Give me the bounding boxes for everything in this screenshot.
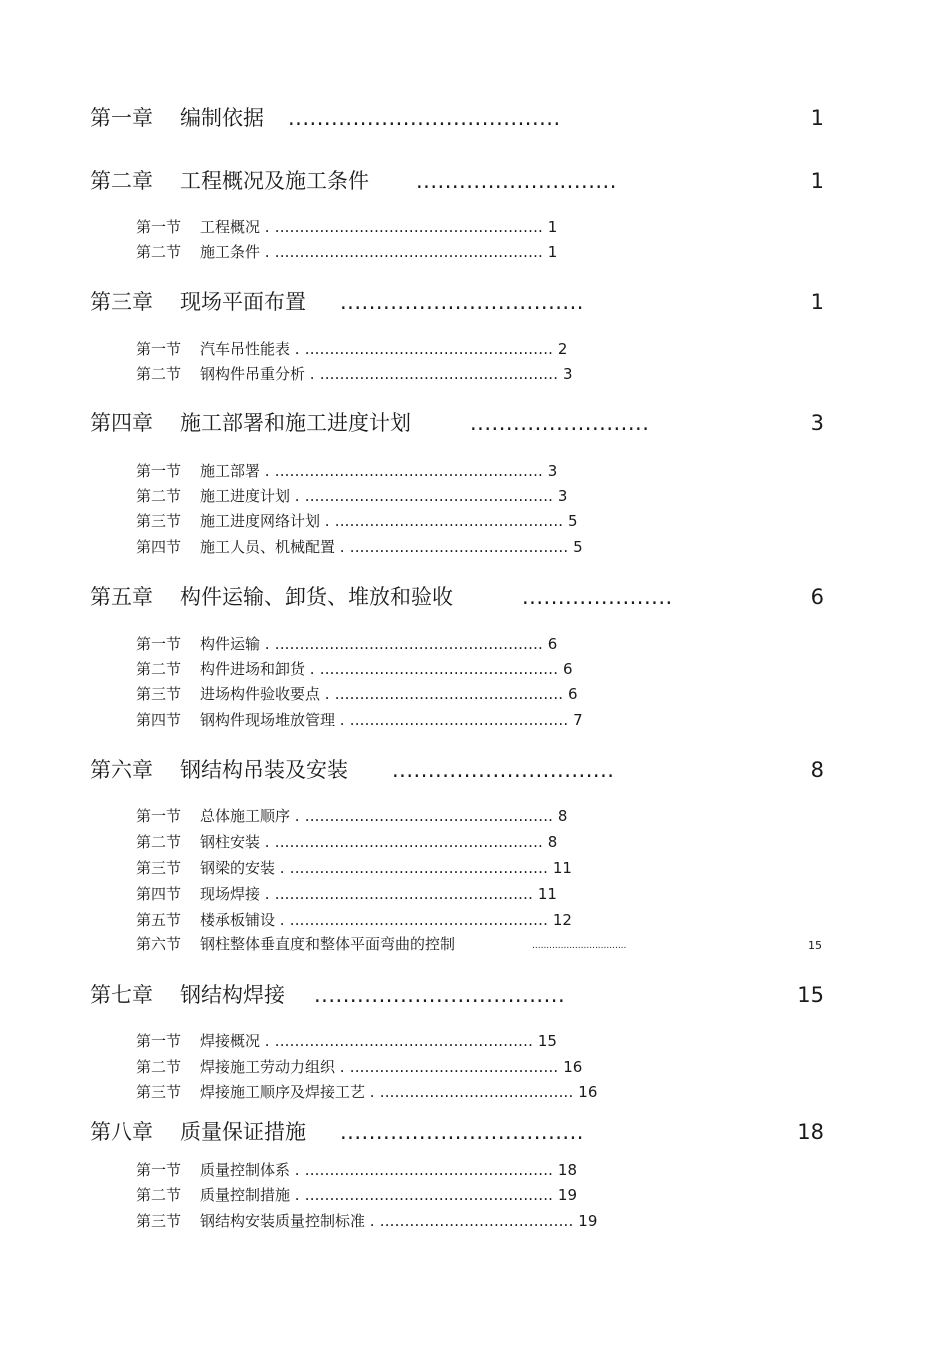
toc-section[interactable] [136,339,567,359]
section-page-number: 18 [557,1161,578,1179]
toc-chapter[interactable] [90,1119,584,1145]
leader-dots: . ...................................................... [264,635,544,653]
section-page-number: 5 [568,512,578,530]
chapter-page-number: 15 [797,983,824,1007]
toc-section[interactable] [136,364,573,384]
chapter-page-number: 3 [810,411,824,435]
section-page-number: 16 [578,1083,598,1101]
section-title: 钢结构安装质量控制标准 [200,1212,366,1230]
leader-dots: .................................. [340,290,584,314]
chapter-title: 钢结构吊装及安装 [180,758,348,782]
leader-dots: ...................................... [288,106,561,130]
section-number: 第二节 [136,660,182,678]
toc-section[interactable] [136,806,567,826]
leader-dots: ..................... [522,585,673,609]
chapter-title: 工程概况及施工条件 [180,169,369,193]
section-number: 第三节 [136,685,182,703]
chapter-title: 现场平面布置 [180,290,306,314]
chapter-number: 第一章 [90,106,153,130]
section-title: 钢构件吊重分析 [200,365,306,383]
section-page-number: 5 [573,538,583,556]
leader-dots: . .................................................. [294,1186,554,1204]
section-page-number: 3 [547,462,558,480]
section-page-number: 19 [578,1212,598,1230]
section-page-number: 6 [562,660,573,678]
toc-section[interactable] [136,486,567,506]
section-title: 钢构件现场堆放管理 [200,711,336,729]
toc-section[interactable] [136,634,557,654]
section-title: 质量控制体系 [200,1161,291,1179]
chapter-number: 第七章 [90,983,153,1007]
section-number: 第二节 [136,365,182,383]
section-number: 第二节 [136,1058,182,1076]
toc-chapter[interactable] [90,982,566,1008]
section-number: 第一节 [136,340,182,358]
toc-section[interactable] [136,884,557,904]
section-title: 施工人员、机械配置 [200,538,336,556]
section-number: 第二节 [136,833,182,851]
chapter-page-number: 1 [810,290,824,314]
chapter-title: 质量保证措施 [180,1120,306,1144]
section-number: 第三节 [136,1212,182,1230]
section-number: 第一节 [136,218,182,236]
toc-section[interactable] [136,659,573,679]
chapter-title: 施工部署和施工进度计划 [180,411,411,435]
section-page-number: 6 [547,635,558,653]
leader-dots: . .............................................. [324,685,564,703]
chapter-page-number: 18 [797,1120,824,1144]
section-page-number: 11 [552,859,572,877]
toc-chapter[interactable] [90,105,561,131]
section-page-number: 15 [537,1032,557,1050]
section-title: 焊接施工劳动力组织 [200,1058,336,1076]
toc-section[interactable] [136,1057,582,1077]
section-title: 钢柱安装 [200,833,261,851]
leader-dots: . .................................................... [279,911,549,929]
section-number: 第一节 [136,807,182,825]
leader-dots: . ....................................... [369,1083,574,1101]
chapter-page-number: 1 [810,106,824,130]
section-page-number: 1 [547,218,558,236]
section-title: 施工进度计划 [200,487,291,505]
chapter-number: 第三章 [90,290,153,314]
toc-section[interactable] [136,710,583,730]
section-title: 质量控制措施 [200,1186,291,1204]
leader-dots: . ...................................................... [264,243,544,261]
section-number: 第一节 [136,635,182,653]
chapter-number: 第二章 [90,169,153,193]
toc-section[interactable] [136,242,557,262]
leader-dots: ................................... [314,983,566,1007]
leader-dots: . ............................................ [339,538,569,556]
section-number: 第一节 [136,1161,182,1179]
leader-dots: . .................................................... [279,859,549,877]
section-page-number: 19 [557,1186,578,1204]
leader-dots: . .................................................. [294,340,554,358]
section-page-number: 2 [557,340,568,358]
leader-dots: ................................. [532,941,627,951]
section-page-number: 3 [557,487,568,505]
leader-dots: ............................ [416,169,617,193]
section-title: 施工条件 [200,243,261,261]
section-page-number: 1 [547,243,558,261]
toc-chapter[interactable] [90,289,584,315]
toc-section[interactable] [136,1160,577,1180]
section-number: 第二节 [136,243,182,261]
section-page-number: 6 [568,685,578,703]
section-number: 第六节 [136,935,182,953]
leader-dots: . .................................................. [294,1161,554,1179]
section-title: 施工部署 [200,462,261,480]
section-number: 第四节 [136,885,182,903]
toc-chapter[interactable] [90,584,673,610]
leader-dots: ......................... [470,411,650,435]
chapter-number: 第八章 [90,1120,153,1144]
section-number: 第三节 [136,1083,182,1101]
toc-section[interactable] [136,934,822,954]
section-number: 第四节 [136,711,182,729]
toc-section[interactable] [136,217,557,237]
leader-dots: .................................. [340,1120,584,1144]
chapter-number: 第五章 [90,585,153,609]
section-title: 楼承板铺设 [200,911,276,929]
section-page-number: 16 [563,1058,583,1076]
toc-section[interactable] [136,511,578,531]
leader-dots: . .............................................. [324,512,564,530]
toc-chapter[interactable] [90,410,650,436]
section-number: 第二节 [136,1186,182,1204]
toc-section[interactable] [136,910,572,930]
section-title: 施工进度网络计划 [200,512,321,530]
section-number: 第一节 [136,462,182,480]
leader-dots: ............................... [392,758,615,782]
toc-section[interactable] [136,858,572,878]
leader-dots: . ...................................................... [264,833,544,851]
leader-dots: . ....................................... [369,1212,574,1230]
section-title: 钢梁的安装 [200,859,276,877]
leader-dots: . ...................................................... [264,218,544,236]
chapter-number: 第四章 [90,411,153,435]
section-page-number: 11 [537,885,557,903]
leader-dots: . .................................................... [264,885,534,903]
section-title: 进场构件验收要点 [200,685,321,703]
section-title: 构件进场和卸货 [200,660,306,678]
section-page-number: 8 [557,807,568,825]
section-page-number: 15 [808,939,822,952]
leader-dots: . .................................................... [264,1032,534,1050]
toc-chapter[interactable] [90,168,617,194]
leader-dots: . ................................................ [309,660,559,678]
toc-section[interactable] [136,1185,577,1205]
leader-dots: . .................................................. [294,807,554,825]
section-title: 焊接施工顺序及焊接工艺 [200,1083,366,1101]
leader-dots: . .................................................. [294,487,554,505]
section-number: 第五节 [136,911,182,929]
section-page-number: 3 [562,365,573,383]
toc-chapter[interactable] [90,757,615,783]
section-title: 工程概况 [200,218,261,236]
chapter-page-number: 1 [810,169,824,193]
section-number: 第三节 [136,512,182,530]
section-title: 钢柱整体垂直度和整体平面弯曲的控制 [200,935,456,953]
toc-section[interactable] [136,1082,597,1102]
section-number: 第三节 [136,859,182,877]
chapter-title: 编制依据 [180,106,264,130]
section-title: 构件运输 [200,635,261,653]
chapter-page-number: 6 [810,585,824,609]
leader-dots: . .......................................... [339,1058,559,1076]
chapter-title: 钢结构焊接 [180,983,285,1007]
section-page-number: 7 [573,711,583,729]
leader-dots: . ...................................................... [264,462,544,480]
toc-section[interactable] [136,1031,557,1051]
section-title: 汽车吊性能表 [200,340,291,358]
toc-section[interactable] [136,832,557,852]
section-page-number: 8 [547,833,558,851]
chapter-title: 构件运输、卸货、堆放和验收 [180,585,453,609]
section-title: 焊接概况 [200,1032,261,1050]
chapter-number: 第六章 [90,758,153,782]
leader-dots: . ................................................ [309,365,559,383]
section-title: 现场焊接 [200,885,261,903]
toc-section[interactable] [136,461,557,481]
chapter-page-number: 8 [810,758,824,782]
leader-dots: . ............................................ [339,711,569,729]
section-page-number: 12 [552,911,572,929]
toc-section[interactable] [136,684,578,704]
section-number: 第一节 [136,1032,182,1050]
section-title: 总体施工顺序 [200,807,291,825]
section-number: 第二节 [136,487,182,505]
toc-section[interactable] [136,1211,597,1231]
section-number: 第四节 [136,538,182,556]
toc-section[interactable] [136,537,583,557]
